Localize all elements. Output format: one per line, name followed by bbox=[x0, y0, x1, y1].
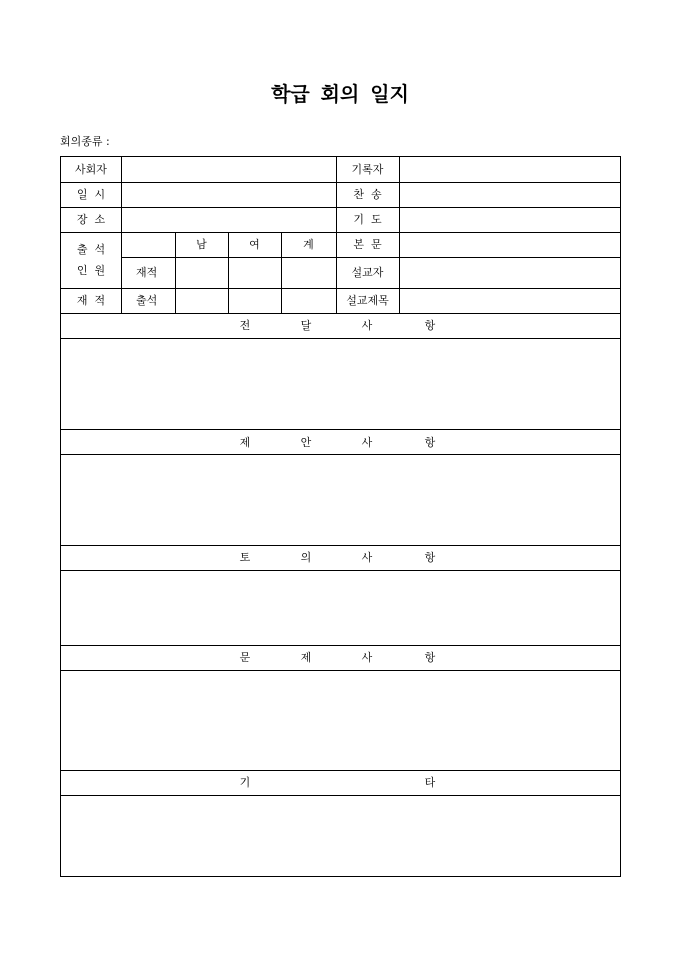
col-total-header: 계 bbox=[303, 238, 314, 251]
page-title: 학급 회의 일지 bbox=[271, 82, 409, 106]
section-header-issues: 문 제 사 항 bbox=[239, 651, 436, 664]
recorder-label: 기록자 bbox=[351, 163, 384, 176]
prayer-label: 기 도 bbox=[353, 213, 382, 226]
issues-content-area[interactable] bbox=[61, 671, 620, 770]
attendance-label-top: 출 석 bbox=[76, 243, 106, 256]
row-attended-label: 출석 bbox=[136, 294, 158, 307]
scripture-label: 본 문 bbox=[353, 238, 382, 251]
row-enrolled-label: 재적 bbox=[136, 266, 158, 279]
section-header-proposals: 제 안 사 항 bbox=[239, 436, 436, 449]
announcements-content-area[interactable] bbox=[61, 339, 620, 429]
section-header-discussion: 토 의 사 항 bbox=[239, 551, 436, 564]
date-time-label: 일 시 bbox=[76, 188, 106, 201]
meeting-type-label: 회의종류 : bbox=[60, 135, 110, 148]
attendance-label-bottom: 인 원 bbox=[76, 264, 106, 277]
section-header-announcements: 전 달 사 항 bbox=[239, 319, 436, 332]
col-female-header: 여 bbox=[249, 238, 260, 251]
discussion-content-area[interactable] bbox=[61, 571, 620, 645]
sermon-title-label: 설교제목 bbox=[346, 294, 389, 307]
hymn-label: 찬 송 bbox=[353, 188, 382, 201]
enrolled-label: 재 적 bbox=[76, 294, 106, 307]
proposals-content-area[interactable] bbox=[61, 455, 620, 545]
place-label: 장 소 bbox=[76, 213, 106, 226]
section-header-other: 기 타 bbox=[239, 776, 436, 789]
preacher-label: 설교자 bbox=[351, 266, 384, 279]
meeting-log-form bbox=[60, 156, 621, 877]
other-content-area[interactable] bbox=[61, 796, 620, 876]
col-male-header: 남 bbox=[196, 238, 207, 251]
presider-label: 사회자 bbox=[75, 163, 107, 176]
